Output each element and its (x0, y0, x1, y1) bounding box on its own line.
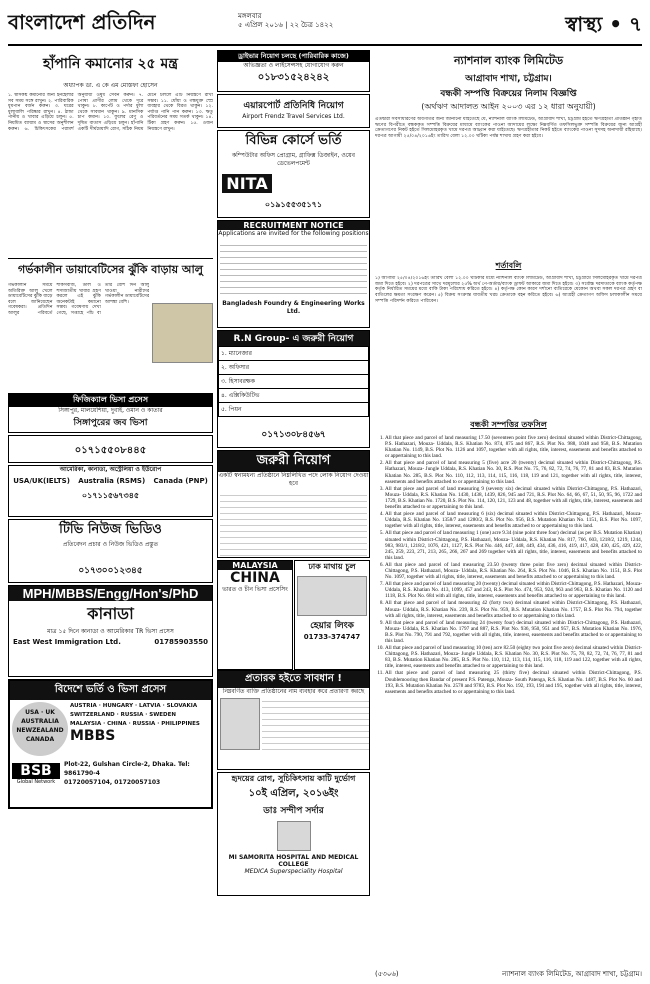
table-row (219, 347, 369, 361)
potato-photo (152, 303, 213, 363)
ad-bsb-address: Plot-22, Gulshan Circle-2, Dhaka. Tel: 9861790-4 (64, 761, 190, 777)
ad-airport-title: এয়ারপোর্ট প্রতিনিধি নিয়োগ (243, 101, 344, 111)
ad-recruit-title: RECRUITMENT NOTICE (218, 221, 369, 230)
ad-airport (217, 94, 370, 128)
ad-driver-line: অভিজ্ঞতা ও লাইসেন্সসহ যোগাযোগ করুন (243, 62, 344, 69)
ad-visa-singapore (8, 393, 213, 433)
ad-study (8, 465, 213, 517)
notice-body: এতদ্বারা সর্বসাধারণের অবগতির জন্য জানানো যাইতেছে যে, ন্যাশনাল ব্যাংক লিমিটেড, আগ্রাবাদ শাখা, চট্টগ্রাম হইতে ঋণগ্রহীতা প্রতিষ্ঠান গৃহীত ঋণের বিপরীতে বন্ধককৃত সম্পত্তি বিক্রয়ের মাধ্যমে ব্যাংকের পাওনা আদায়ের লক্ষ্যে নিম্নবর্ণিত তফসিলভুক্ত সম্পত্তি বিক্রয়ের জন্য আগ্রহী ক্রেতাগণের নিকট হইতে সিলমোহরকৃত খামে দরপত্র আহ্বান করা যাইতেছে। ঋণগ্রহীতার নিকট হইতে ব্যাংকের পাওনা সুদসহ অনাদায়ী রহিয়াছে। দরপত্র আগামী ২৫/০৪/২০১৬ইং তারিখ বেলা ১২.০০ ঘটিকা পর্যন্ত শাখায় গ্রহণ করা হইবে। (375, 117, 642, 140)
ad-hospital-title: হৃদয়ের রোগ, সুচিকিৎসায় কাটি দুর্ভোগ (231, 774, 356, 783)
ad-bsb-footer (10, 758, 211, 789)
notice-subtitle: (অর্থঋণ আদালত আইন ২০০৩ এর ১২ ধারা অনুযায়ী) (421, 102, 596, 111)
ad-fraud-photo (220, 698, 260, 750)
notice-terms: ১) আগামী ২৫/০৪/২০১৬ইং তারিখ বেলা ১২.০০ ঘটিকার মধ্যে ন্যাশনাল ব্যাংক লিমিটেড, আগ্রাবাদ শাখা, চট্টগ্রামে সিলমোহরকৃত খামে দরপত্র জমা দিতে হইবে। ২) দরপত্রের সাথে দরমূল্যের ২৫% অর্থ পে-অর্ডার/ব্যাংক ড্রাফট আকারে জমা দিতে হইবে। ৩) সর্বোচ্চ দরদাতাকে ব্যাংক কর্তৃপক্ষ কর্তৃক নির্ধারিত সময়ের মধ্যে বাকি টাকা পরিশোধ করিতে হইবে। ৪) কর্তৃপক্ষ কোন কারণ দর্শানো ব্যতিরেকে যেকোন অথবা সকল দরপত্র গ্রহণ বা বাতিলের ক্ষমতা সংরক্ষণ করেন। ৫) বিক্রয় সংক্রান্ত যাবতীয় খরচ ক্রেতাকে বহন করিতে হইবে। ৬) আগ্রহী ক্রেতাগণ অফিস চলাকালীন সময়ে সম্পত্তি পরিদর্শন করিতে পারিবেন। (375, 276, 642, 304)
table-cell: ১. ম্যানেজার (219, 347, 369, 361)
ad-bsb-brand: BSB (12, 763, 60, 779)
article-body: ১. শ্বাসকষ্ট কমানোর জন্য ইনহেলার সব সময় সঙ্গে রাখুন। ২. পারিবারিক ধূমপান বর্জন করুন। ৩. ঘরের ধুলাবালি পরিষ্কার রাখুন। ৪. ঠান্ডা পানীয় ও খাবার এড়িয়ে চলুন। ৫. নিয়মিত ব্যায়াম ও শ্বাসের অনুশীলন করুন। ৬. চিকিৎসকের পরামর্শ অনুযায়ী ওষুধ সেবন করুন। ৭. পোষা প্রাণীর লোম থেকে দূরে থাকুন। ৮. কার্পেট ও পর্দার ধুলা থেকে সাবধান থাকুন। ৯. মানসিক চাপ কমান। ১০. ফুলের রেণু ও দূষিত বাতাস এড়িয়ে চলুন। হাঁপানি একটি দীর্ঘমেয়াদি রোগ, সঠিক নিয়ম মেনে চললে এটি নিয়ন্ত্রণে রাখা সম্ভব। ১১. ধোঁয়া ও গন্ধযুক্ত স্প্রে ব্যবহার থেকে বিরত থাকুন। ১২. পর্যাপ্ত পানি পান করুন। ১৩. ঋতু পরিবর্তনের সময় সতর্ক থাকুন। ১৪. টিকা গ্রহণ করুন। ১৫. ওজন নিয়ন্ত্রণে রাখুন। (8, 93, 213, 132)
ad-china-title2: CHINA (230, 570, 280, 586)
ad-bsb-title: বিদেশে ভর্তি ও ভিসা প্রসেস (10, 681, 211, 700)
ad-bsb-country: NEWZEALAND (16, 727, 64, 734)
newspaper-title: বাংলাদেশ প্রতিদিন (8, 10, 156, 34)
ad-mph-country: কানাডা (87, 604, 134, 623)
ad-courses-phone: ০১৯১৫৫৩৫১৭১ (264, 200, 323, 209)
table-row (219, 403, 369, 417)
ad-china-line: ভারত ও চীন ভিসা প্রসেসিং (222, 586, 288, 593)
ad-rn-table (218, 346, 369, 417)
ad-bsb-country: MALAYSIA · CHINA · RUSSIA · PHILIPPINES (70, 721, 200, 727)
ad-bsb-logo (12, 763, 60, 785)
ad-china (217, 560, 293, 670)
ad-courses-title: বিভিন্ন কোর্সে ভর্তি (245, 133, 342, 148)
ad-visa-phone: ০১৭১৫৫০৮৪৪৫ (74, 445, 147, 456)
article-byline: অধ্যাপক ডা. এ কে এম মোস্তফা হোসেন (63, 82, 158, 89)
notice-footer (375, 968, 642, 980)
ad-visa-title: সিঙ্গাপুরের জব ভিসা (73, 418, 148, 428)
ad-study-title: আমেরিকা, কানাডা, অস্ট্রেলিয়া ও ইউরোপ (59, 466, 162, 473)
table-cell: ২. অফিসার (219, 361, 369, 375)
ad-hospital-sub: MEDICA Superspeciality Hospital (244, 868, 343, 875)
schedule-item: 10. All that piece and parcel of land measuring 10 (ten) acre 82.50 (eighty two point five zero) decimal situated within District-Chittagong, P.S. Hathazari, Mouza- Jungle Uddala, R.S. Khatian No. 30, R.S. Plot No. 75, 78, 82, 72, 74, 76, 77, 81 and 83, B.S. Mutation Khatian No. 285, B.S. Plot No. 110, 112, 113, 114, 115, 116, 118, 119 and 122, together with all rights, title, interest, easements and benefits attached to or appertaining to this land. (385, 645, 642, 669)
table-row (219, 375, 369, 389)
ad-tv-phone: ০১৭৩০০১২৩৪৫ (78, 566, 143, 576)
ad-recruitment (217, 220, 370, 328)
schedule-item: 6. All that piece and parcel of land measuring 23.50 (twenty three point five zero) decimal situated within District-Chittagong, P.S. Hathazari, Mouza- Uddala, R.S. Khatian No. 264, R.S. Plot No. 1046, B.S. Khatian No. 1151, B.S. Plot No. 1097, together with all rights, title, interest, easements and benefits attached to or appertaining to this land. (385, 562, 642, 580)
ad-driver-title: ড্রাইভার নিয়োগ চলছে (পারিবারিক কাজে) (218, 51, 369, 62)
ad-canada-immigration (8, 585, 213, 677)
ad-rn-group (217, 330, 370, 448)
table-row (219, 389, 369, 403)
notice-branch: আগ্রাবাদ শাখা, চট্টগ্রাম। (465, 74, 552, 84)
ad-courses-brand: NITA (222, 174, 272, 193)
ad-study-phone: ০১৭১১৫৬৭৩৪৫ (81, 491, 140, 500)
ad-urgent-text (220, 490, 367, 558)
ad-bsb-country: CANADA (25, 736, 55, 743)
ad-study-countries (9, 477, 212, 485)
ad-study-country: Australia (RSMS) (78, 477, 146, 485)
schedule-item: 7. All that piece and parcel of land measuring 20 (twenty) decimal situated within District-Chittagong, P.S. Hathazari, Mouza- Uddala, R.S. Khatian No. 413, 1099, 457 and 243, R.S. Plot No. 474, 953, 924, 963 and 963, B.S. Khatian No. 1120 and 1118, B.S. Plot No. 684 with all rights, title, interest, easements and benefits attached to or appertaining to this land. (385, 581, 642, 599)
table-cell: ৫. পিয়ন (219, 403, 369, 417)
ad-fraud-line: নিম্নবর্ণিত ব্যক্তি প্রতিষ্ঠানের নাম ব্যবহার করে প্রতারণা করছে (222, 688, 365, 695)
article2-body: গর্ভকালীন সময়ে অতিরিক্ত আলু খেলে ডায়াবেটিসের ঝুঁকি বাড়ে বলে জানিয়েছেন গবেষকরা। প্রতিদিন আলুর পরিবর্তে শাকসবজি, ডাল ও শস্যজাতীয় খাবার গ্রহণ করলে এই ঝুঁকি অনেকটাই কমানো সম্ভব। গবেষণায় দেখা গেছে, সপ্তাহে পাঁচ বা তার বেশি দিন আলু খাওয়া নারীদের গর্ভকালীন ডায়াবেটিসের আশঙ্কা বেশি। (8, 283, 150, 316)
ad-bsb-body (10, 700, 211, 758)
ad-visa-title2: ফিজিক্যাল ভিসা প্রসেস (9, 394, 212, 407)
ad-fraud-title: প্রতারক হইতে সাবধান ! (218, 671, 369, 688)
ad-hospital-doctor: ডাঃ সন্দীপ সর্দার (263, 806, 324, 816)
schedule-item: 8. All that piece and parcel of land measuring 42 (forty two) decimal situated within District-Chittagong, P.S. Hathazari, Mouza- Uddala, R.S. Khatian No. 239, R.S. Plot No. 959, B.S. Mutation Khatian No. 1757, B.S. Plot No. 794, together with all rights, title, interest, easements and benefits attached to or appertaining to this land. (385, 600, 642, 618)
ad-bsb-country: USA · UK (25, 709, 55, 716)
notice-title: বন্ধকী সম্পত্তি বিক্রয়ের নিলাম বিজ্ঞপ্তি (440, 89, 577, 99)
ad-fraud-text (262, 696, 369, 752)
ad-airport-line: Airport Frendz Travel Services Ltd. (242, 113, 345, 120)
issue-date (238, 12, 333, 30)
schedule-item: 9. All that piece and parcel of land measuring 24 (twenty four) decimal situated within District-Chittagong, P.S. Hathazari, Mouza- Uddala, R.S. Khatian No. 1797 and 887, R.S. Plot No. 936, 950, 951 and 957, B.S. Mutation Khatian No. 1976, B.S. Plot No. 790, 791 and 792, together with all rights, title, interest, easements and benefits attached to or appertaining to this land. (385, 620, 642, 644)
ad-bsb-phones: 01720057104, 01720057103 (64, 779, 161, 786)
ad-recruit-company: Bangladesh Foundry & Engineering Works Ltd. (222, 300, 365, 315)
ad-mph-phone: 01785903550 (154, 638, 208, 646)
schedule-item: 3. All that piece and parcel of land measuring 9 (seventy six) decimal situated within District-Chittagong, P.S. Hathazari, Mouza- Uddala, R.S. Khatian No. 1430, 1438, 1439, 826, 945 and 721, R.S. Plot No. 64, 66, 67, 51, 50, 95, 96, 1722 and 1729, B.S. Khatian No. 1720, B.S. Plot No. 114, 120, 121, 123 and 48, together with all rights, title, interest, easements and benefits attached to or appertaining to this land. (385, 486, 642, 510)
ad-urgent (217, 450, 370, 558)
ad-hospital-name: MI SAMORITA HOSPITAL AND MEDICAL COLLEGE (228, 854, 359, 868)
right-column (375, 50, 642, 964)
ad-study-country: USA/UK(IELTS) (13, 477, 70, 485)
ad-study-country: Canada (PNP) (153, 477, 208, 485)
ad-row-china (217, 560, 370, 670)
ad-tv-title: টিভি নিউজ ভিডিও (59, 522, 162, 537)
notice-schedule-head: বন্ধকী সম্পত্তির তফসিল (470, 420, 547, 429)
ad-bsb-contact (60, 760, 209, 787)
ad-mph-company: East West Immigration Ltd. (13, 638, 121, 646)
ad-tv-news (8, 519, 213, 583)
ad-bsb-globe (12, 702, 68, 756)
notice-schedule (375, 435, 642, 935)
ad-visa-line: সিঙ্গাপুর, মালয়েশিয়া, দুবাই, ওমান ও কাতার (58, 407, 163, 414)
ad-bsb-study-abroad (8, 679, 213, 809)
table-row (219, 361, 369, 375)
schedule-item: 1. All that piece and parcel of land measuring 17.50 (seventeen point five zero) decimal situated within District-Chittagong, P.S. Hathazari, Mouza- Uddala, R.S. Khatian No. 874, 875 and 867, R.S. Plot No. 988, 1048 and 958, B.S. Mutation Khatian No. 1149, B.S. Plot No. 1126 and 1097, together with all rights, title, interest, easements and benefits attached to or appertaining to this land. (385, 435, 642, 459)
ad-bsb-course: MBBS (70, 728, 116, 744)
ad-urgent-line: একটি স্বনামধন্য প্রতিষ্ঠানে নিম্নলিখিত পদে লোক নিয়োগ দেওয়া হবে (218, 472, 369, 487)
notice-footer-bank: ন্যাশনাল ব্যাংক লিমিটেড, আগ্রাবাদ শাখা, চট্টগ্রাম। (502, 970, 642, 978)
ad-urgent-title: জরুরী নিয়োগ (218, 451, 369, 472)
ad-hair (294, 560, 370, 670)
ad-hair-title: ঢাক মাথায় চুল (308, 562, 356, 571)
schedule-item: 4. All that piece and parcel of land measuring 6 (six) decimal situated within District-Chittagong, P.S. Hathazari, Mouza- Uddala, R.S. Khatian No. 1358/7 and 1280/2, R.S. Plot No. 956, B.S. Mutation Khatian No. 1151, B.S. Plot No. 1097, together with all rights, title, interest, easements and benefits attached to or appertaining to this land. (385, 511, 642, 529)
section-name: স্বাস্থ্য • ৭ (565, 12, 642, 36)
table-cell: ৩. হিসাবরক্ষক (219, 375, 369, 389)
ad-bsb-country: AUSTRALIA (21, 718, 59, 725)
ad-bsb-country: AUSTRIA · HUNGARY · LATVIA · SLOVAKIA (70, 703, 198, 709)
ad-hair-photo (297, 576, 367, 616)
ad-rn-phone: ০১৭১৩০৮৪৫৬৭ (261, 430, 326, 440)
notice-terms-head: শর্তাবলি (495, 261, 522, 270)
ad-driver-phone: ০১৮৩১৫২৪২৪২ (257, 72, 330, 83)
table-cell: ৪. এক্সিকিউটিভ (219, 389, 369, 403)
ad-courses-line: কম্পিউটার অফিস প্রোগ্রাম, গ্রাফিক্স ডিজাইন, ওয়েব ডেভেলপমেন্ট (231, 152, 356, 167)
notice-bank-name: ন্যাশনাল ব্যাংক লিমিটেড (453, 54, 564, 67)
article-headline: হাঁপানি কমানোর ২৫ মন্ত্র (42, 56, 178, 72)
article2-headline: গর্ভকালীন ডায়াবেটিসের ঝুঁকি বাড়ায় আলু (8, 258, 213, 280)
ad-mph-title: MPH/MBBS/Engg/Hon's/PhD (9, 586, 212, 601)
schedule-item: 2. All that piece and parcel of land measuring 5 (five) acre 20 (twenty) decimal situated within District-Chittagong, P.S. Hathazari, Mouza- Jungle Uddala, R.S. Khatian No. 30, R.S. Plot No. 75, 76, 82, 72, 74, 76, 77, 81 and 83, B.S. Mutation Khatian No. 285, B.S. Plot No. 110, 112, 113, 114, 115, 116, 118, 119 and 121, together with all rights, title, interest, easements and benefits attached to or appertaining to this land. (385, 460, 642, 484)
schedule-item: 5. All that piece and parcel of land measuring 1 (one) acre 9.34 (nine point three four) decimal (as per B.S. Mutation Khatian) situated within District-Chittagong, P.S. Hathazari, Mouza- Uddala, R.S. Khatian No. 817, 766, 603, 1218/2, 1219, 1244, 983, 983/1, 1218/2, 1076, 421, 1127, R.S. Plot No. 446, 447, 448, 449, 434, 436, 416, 419, 417, 428, 430, 425, 429, 422, 245, 259, 223, 271, 213, 265, 266, 267 and 269 together with all rights, title, interest, easements and benefits attached to this land. (385, 530, 642, 560)
ad-china-title: MALAYSIA (218, 561, 292, 570)
left-column (8, 50, 213, 962)
ad-hospital-date: ১০ই এপ্রিল, ২০১৬ইং (248, 788, 339, 799)
ad-hospital-photo (277, 821, 311, 851)
ad-hospital (217, 772, 370, 896)
masthead (8, 6, 642, 46)
notice-footer-code: (৫৩০৬) (375, 970, 399, 978)
ad-tv-line: প্রতিবেদন প্রচার ও নিউজ ভিডিও প্রস্তুত (62, 541, 159, 548)
ad-hair-phone: 01733-374747 (303, 633, 361, 641)
schedule-item: 11. All that piece and parcel of land measuring 25 (thirty five) decimal situated within District-Chittagong, P.S. Doublemooring then Bandar of present P.S. Patenga, Mouza- South Patenga, R.S. Khatian No. 1487, B.S. Plot No. 60 and 193, B.S. Mutation Khatian No. 2578 and 9783, B.S. Plot No. 192, 193, 194 and 195, together with all rights, title, interest, easements and benefits attached to or appertaining to this land. (385, 670, 642, 694)
ad-driver (217, 50, 370, 92)
ad-hair-title2: হেয়ার লিংক (310, 621, 354, 631)
ad-courses (217, 130, 370, 218)
ad-recruit-table (220, 240, 367, 298)
issue-weekday: মঙ্গলবার (238, 12, 262, 20)
ad-visa-phone-box (8, 435, 213, 463)
ad-fraud-content (218, 696, 369, 752)
ad-mph-footer (9, 636, 212, 648)
middle-column (217, 50, 370, 962)
ad-bsb-list (70, 700, 211, 758)
ad-fraud-warning (217, 670, 370, 770)
ad-bsb-country: SWITZERLAND · RUSSIA · SWEDEN (70, 712, 176, 718)
ad-recruit-line: Applications are invited for the following positions (218, 230, 369, 237)
ad-bsb-brand-sub: Global Network (16, 778, 56, 785)
ad-mph-line: মাত্র ১৫ দিনে কানাডা ও আমেরিকার TR ভিসা প্রসেস (47, 628, 174, 635)
ad-rn-title: R.N Group- এ জরুরী নিয়োগ (218, 331, 369, 346)
issue-date-text: ৫ এপ্রিল ২০১৬ | ২২ চৈত্র ১৪২২ (238, 21, 334, 29)
article2-wrap (8, 283, 213, 389)
